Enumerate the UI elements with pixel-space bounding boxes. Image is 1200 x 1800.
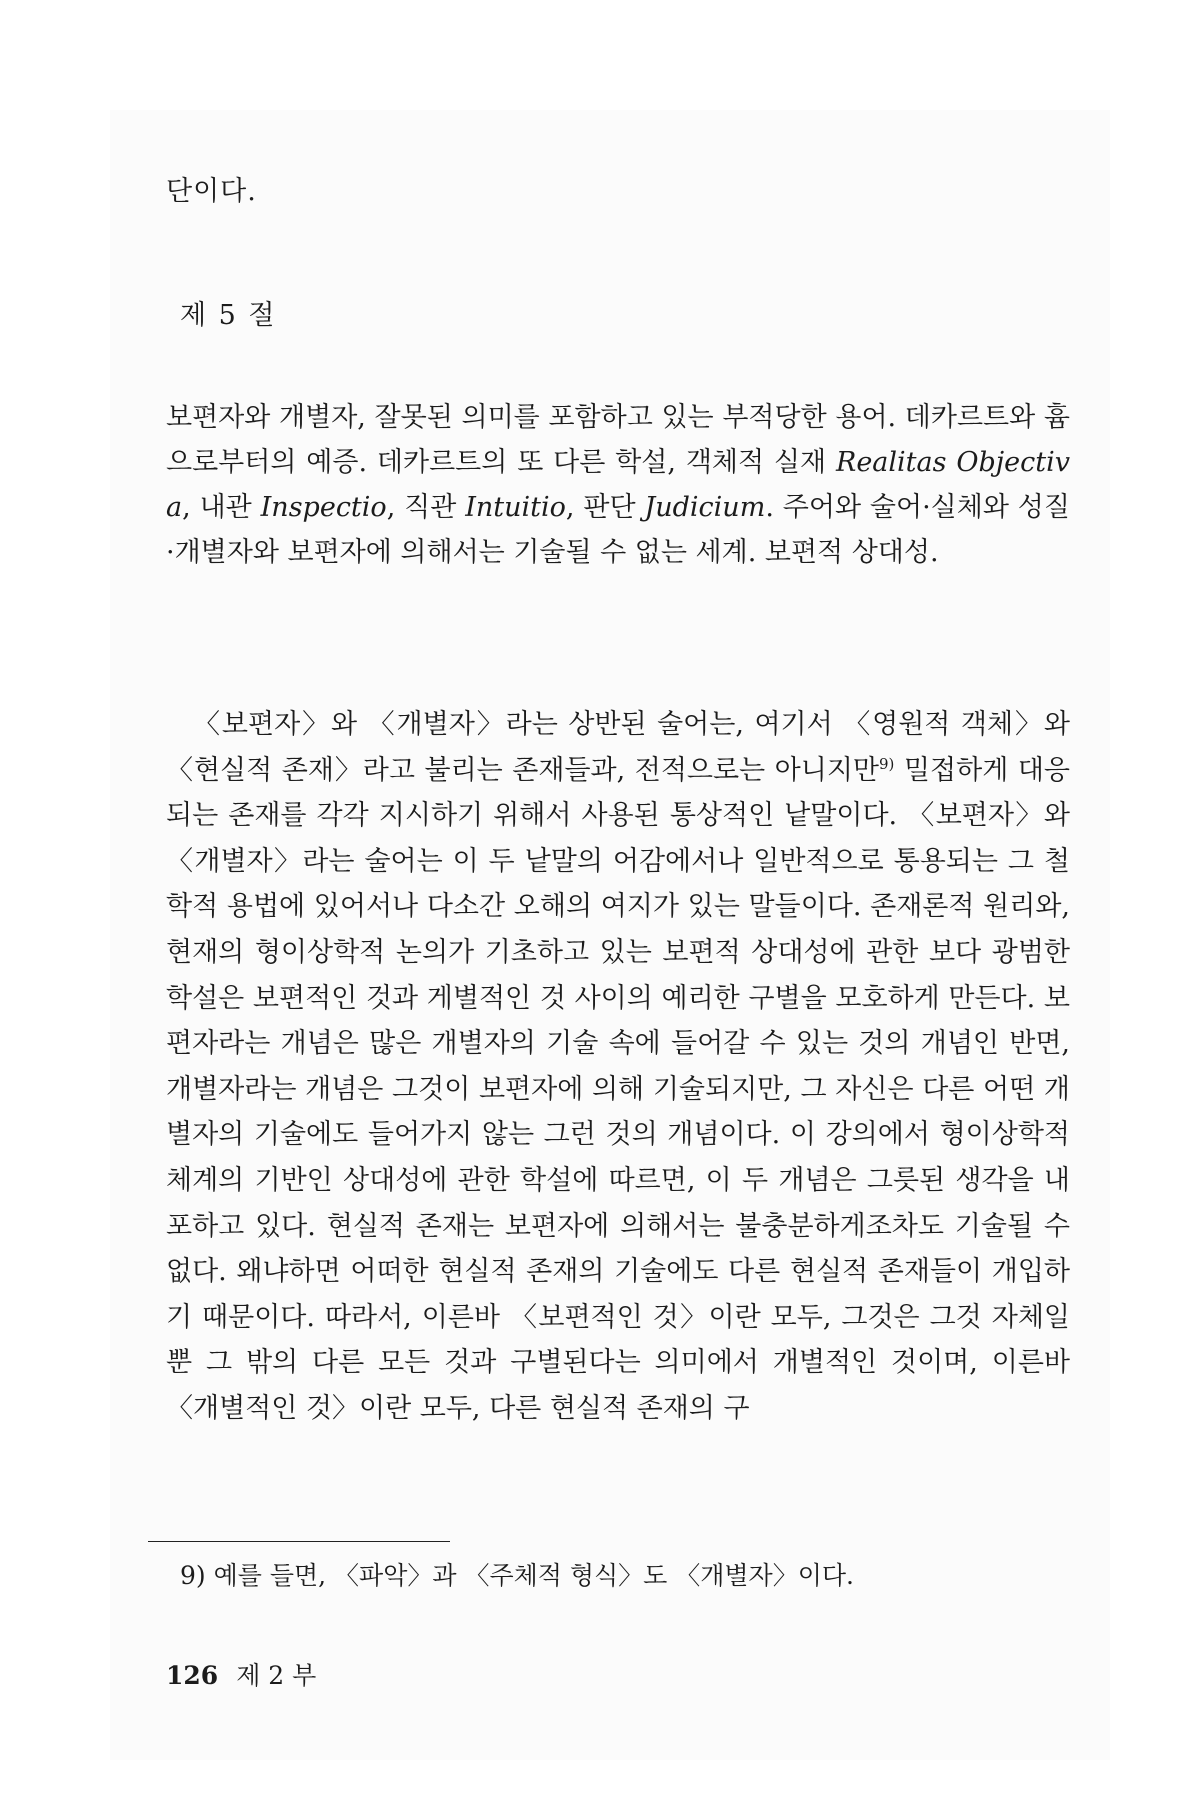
- part-label: 제 2 부: [236, 1661, 317, 1690]
- page-number: 126: [166, 1661, 219, 1690]
- summary-term-judicium: Judicium: [644, 492, 766, 523]
- summary-text-1: 보편자와 개별자, 잘못된 의미를 포함하고 있는 부적당한 용어. 데카르트와 흄으로부터의 예증. 데카르트의 또 다른 학설, 객체적 실재: [166, 402, 1070, 478]
- continued-text: 단이다.: [166, 176, 257, 207]
- section-heading: 제 5 절: [180, 300, 277, 331]
- page-footer: [166, 1658, 316, 1694]
- footnote-reference[interactable]: 9): [879, 754, 895, 773]
- body-text-before-note: 〈보편자〉와 〈개별자〉라는 상반된 술어는, 여기서 〈영원적 객체〉와 〈현실적 존재〉라고 불리는 존재들과, 전적으로는 아니지만: [166, 709, 1070, 786]
- footnote-divider: [148, 1541, 450, 1542]
- summary-text-5: . 주어와 술어·실체와 성질·개별자와 보편자에 의해서는 기술될 수 없는 세계. 보편적 상대성.: [166, 492, 1070, 568]
- summary-text-4: , 판단: [565, 492, 645, 523]
- section-summary: [166, 395, 1070, 575]
- body-paragraph: [166, 702, 1070, 1432]
- summary-text-3: , 직관: [386, 492, 466, 523]
- summary-term-inspectio: Inspectio: [260, 492, 387, 523]
- summary-text-2: , 내관: [182, 492, 261, 523]
- summary-term-realitas: Realitas Objectiva: [166, 447, 1070, 523]
- summary-term-intuitio: Intuitio: [465, 492, 566, 523]
- footnote: 9) 예를 들면, 〈파악〉과 〈주체적 형식〉도 〈개별자〉이다.: [180, 1561, 854, 1590]
- body-text-after-note: 밀접하게 대응되는 존재를 각각 지시하기 위해서 사용된 통상적인 낱말이다. 〈보편자〉와 〈개별자〉라는 술어는 이 두 낱말의 어감에서나 일반적으로 통용되는 그 철학적 용법에 있어서나 다소간 오해의 여지가 있는 말들이다. 존재론적 원리와, 현재의 형이상학적 논의가 기초하고 있는 보편적 상대성에 관한 보다 광범한 학설은 보편적인 것과 게별적인 것 사이의 예리한 구별을 모호하게 만든다. 보편자라는 개념은 많은 개별자의 기술 속에 들어갈 수 있는 것의 개념인 반면, 개별자라는 개념은 그것이 보편자에 의해 기술되지만, 그 자신은 다른 어떤 개별자의 기술에도 들어가지 않는 그런 것의 개념이다. 이 강의에서 형이상학적 체계의 기반인 상대성에 관한 학설에 따르면, 이 두 개념은 그릇된 생각을 내포하고 있다. 현실적 존재는 보편자에 의해서는 불충분하게조차도 기술될 수 없다. 왜냐하면 어떠한 현실적 존재의 기술에도 다른 현실적 존재들이 개입하기 때문이다. 따라서, 이른바 〈보편적인 것〉이란 모두, 그것은 그것 자체일 뿐 그 밖의 다른 모든 것과 구별된다는 의미에서 개별적인 것이며, 이른바 〈개별적인 것〉이란 모두, 다른 현실적 존재의 구: [166, 754, 1070, 1424]
